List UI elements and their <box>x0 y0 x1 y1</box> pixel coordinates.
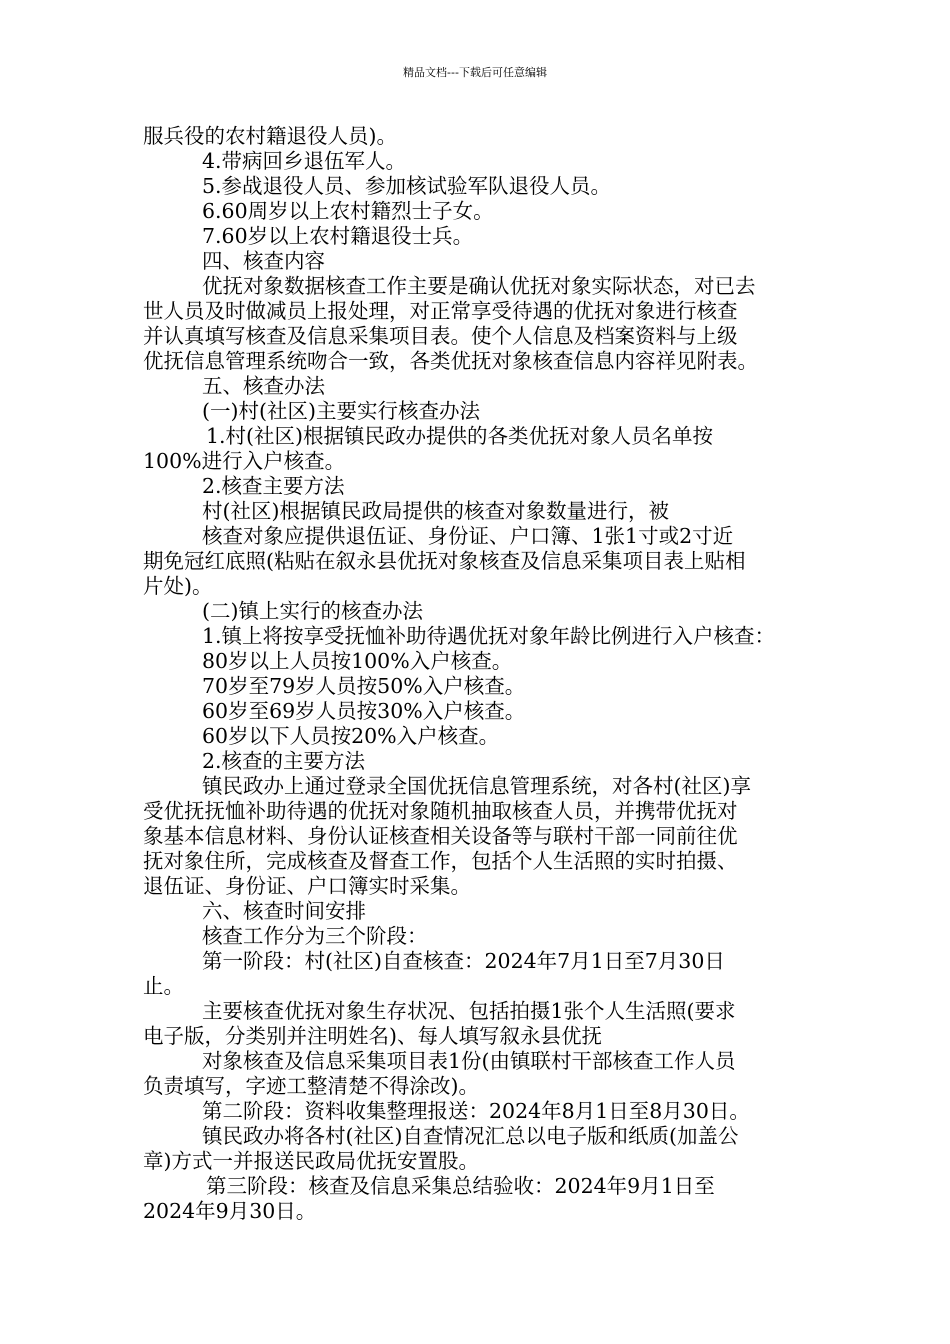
page-header: 精品文档---下载后可任意编辑 <box>403 66 547 79</box>
section-heading: 四、核查内容 <box>202 249 325 273</box>
subsection-heading: 2.核查主要方法 <box>202 474 345 498</box>
paragraph-line: 第一阶段：村(社区)自查核查：2024年7月1日至7月30日 <box>202 949 725 973</box>
list-item: 6.60周岁以上农村籍烈士子女。 <box>202 199 494 223</box>
paragraph-line: 镇民政办上通过登录全国优抚信息管理系统，对各村(社区)享 <box>202 774 751 798</box>
paragraph-line: 第二阶段：资料收集整理报送：2024年8月1日至8月30日。 <box>202 1099 750 1123</box>
list-item: 4.带病回乡退伍军人。 <box>202 149 407 173</box>
paragraph-line: 村(社区)根据镇民政局提供的核查对象数量进行，被 <box>202 499 669 523</box>
list-item: 80岁以上人员按100%入户核查。 <box>202 649 513 673</box>
text-line: 服兵役的农村籍退役人员)。 <box>143 124 397 148</box>
paragraph-line: 1.村(社区)根据镇民政办提供的各类优抚对象人员名单按 <box>206 424 714 448</box>
paragraph-line: 优抚对象数据核查工作主要是确认优抚对象实际状态，对已去 <box>202 274 756 298</box>
document-body <box>143 124 809 1224</box>
paragraph-line: 世人员及时做减员上报处理，对正常享受待遇的优抚对象进行核查 <box>143 299 738 323</box>
list-item: 70岁至79岁人员按50%入户核查。 <box>202 674 526 698</box>
paragraph-line: 1.镇上将按享受抚恤补助待遇优抚对象年龄比例进行入户核查： <box>202 624 776 648</box>
paragraph-line: 受优抚抚恤补助待遇的优抚对象随机抽取核查人员，并携带优抚对 <box>143 799 738 823</box>
section-heading: 六、核查时间安排 <box>202 899 366 923</box>
subsection-heading: (一)村(社区)主要实行核查办法 <box>202 399 480 423</box>
paragraph-line: 主要核查优抚对象生存状况、包括拍摄1张个人生活照(要求 <box>202 999 736 1023</box>
paragraph-line: 第三阶段：核查及信息采集总结验收：2024年9月1日至 <box>206 1174 715 1198</box>
paragraph-line: 并认真填写核查及信息采集项目表。使个人信息及档案资料与上级 <box>143 324 738 348</box>
subsection-heading: (二)镇上实行的核查办法 <box>202 599 423 623</box>
list-item: 5.参战退役人员、参加核试验军队退役人员。 <box>202 174 612 198</box>
paragraph-line: 止。 <box>143 974 184 998</box>
paragraph-line: 镇民政办将各村(社区)自查情况汇总以电子版和纸质(加盖公 <box>202 1124 739 1148</box>
paragraph-line: 抚对象住所，完成核查及督查工作，包括个人生活照的实时拍摄、 <box>143 849 738 873</box>
paragraph-line: 2024年9月30日。 <box>143 1199 317 1223</box>
subsection-heading: 2.核查的主要方法 <box>202 749 366 773</box>
paragraph-line: 象基本信息材料、身份认证核查相关设备等与联村干部一同前往优 <box>143 824 738 848</box>
paragraph-line: 退伍证、身份证、户口簿实时采集。 <box>143 874 471 898</box>
paragraph-line: 负责填写，字迹工整清楚不得涂改)。 <box>143 1074 479 1098</box>
paragraph-line: 优抚信息管理系统吻合一致，各类优抚对象核查信息内容祥见附表。 <box>143 349 758 373</box>
paragraph-line: 100%进行入户核查。 <box>143 449 346 473</box>
paragraph-line: 片处)。 <box>143 574 213 598</box>
paragraph-line: 期免冠红底照(粘贴在叙永县优抚对象核查及信息采集项目表上贴相 <box>143 549 746 573</box>
list-item: 7.60岁以上农村籍退役士兵。 <box>202 224 474 248</box>
paragraph-line: 对象核查及信息采集项目表1份(由镇联村干部核查工作人员 <box>202 1049 736 1073</box>
section-heading: 五、核查办法 <box>202 374 325 398</box>
paragraph-line: 章)方式一并报送民政局优抚安置股。 <box>143 1149 479 1173</box>
paragraph-line: 核查工作分为三个阶段： <box>202 924 428 948</box>
list-item: 60岁至69岁人员按30%入户核查。 <box>202 699 526 723</box>
paragraph-line: 电子版，分类别并注明姓名)、每人填写叙永县优抚 <box>143 1024 602 1048</box>
list-item: 60岁以下人员按20%入户核查。 <box>202 724 500 748</box>
paragraph-line: 核查对象应提供退伍证、身份证、户口簿、1张1寸或2寸近 <box>202 524 734 548</box>
